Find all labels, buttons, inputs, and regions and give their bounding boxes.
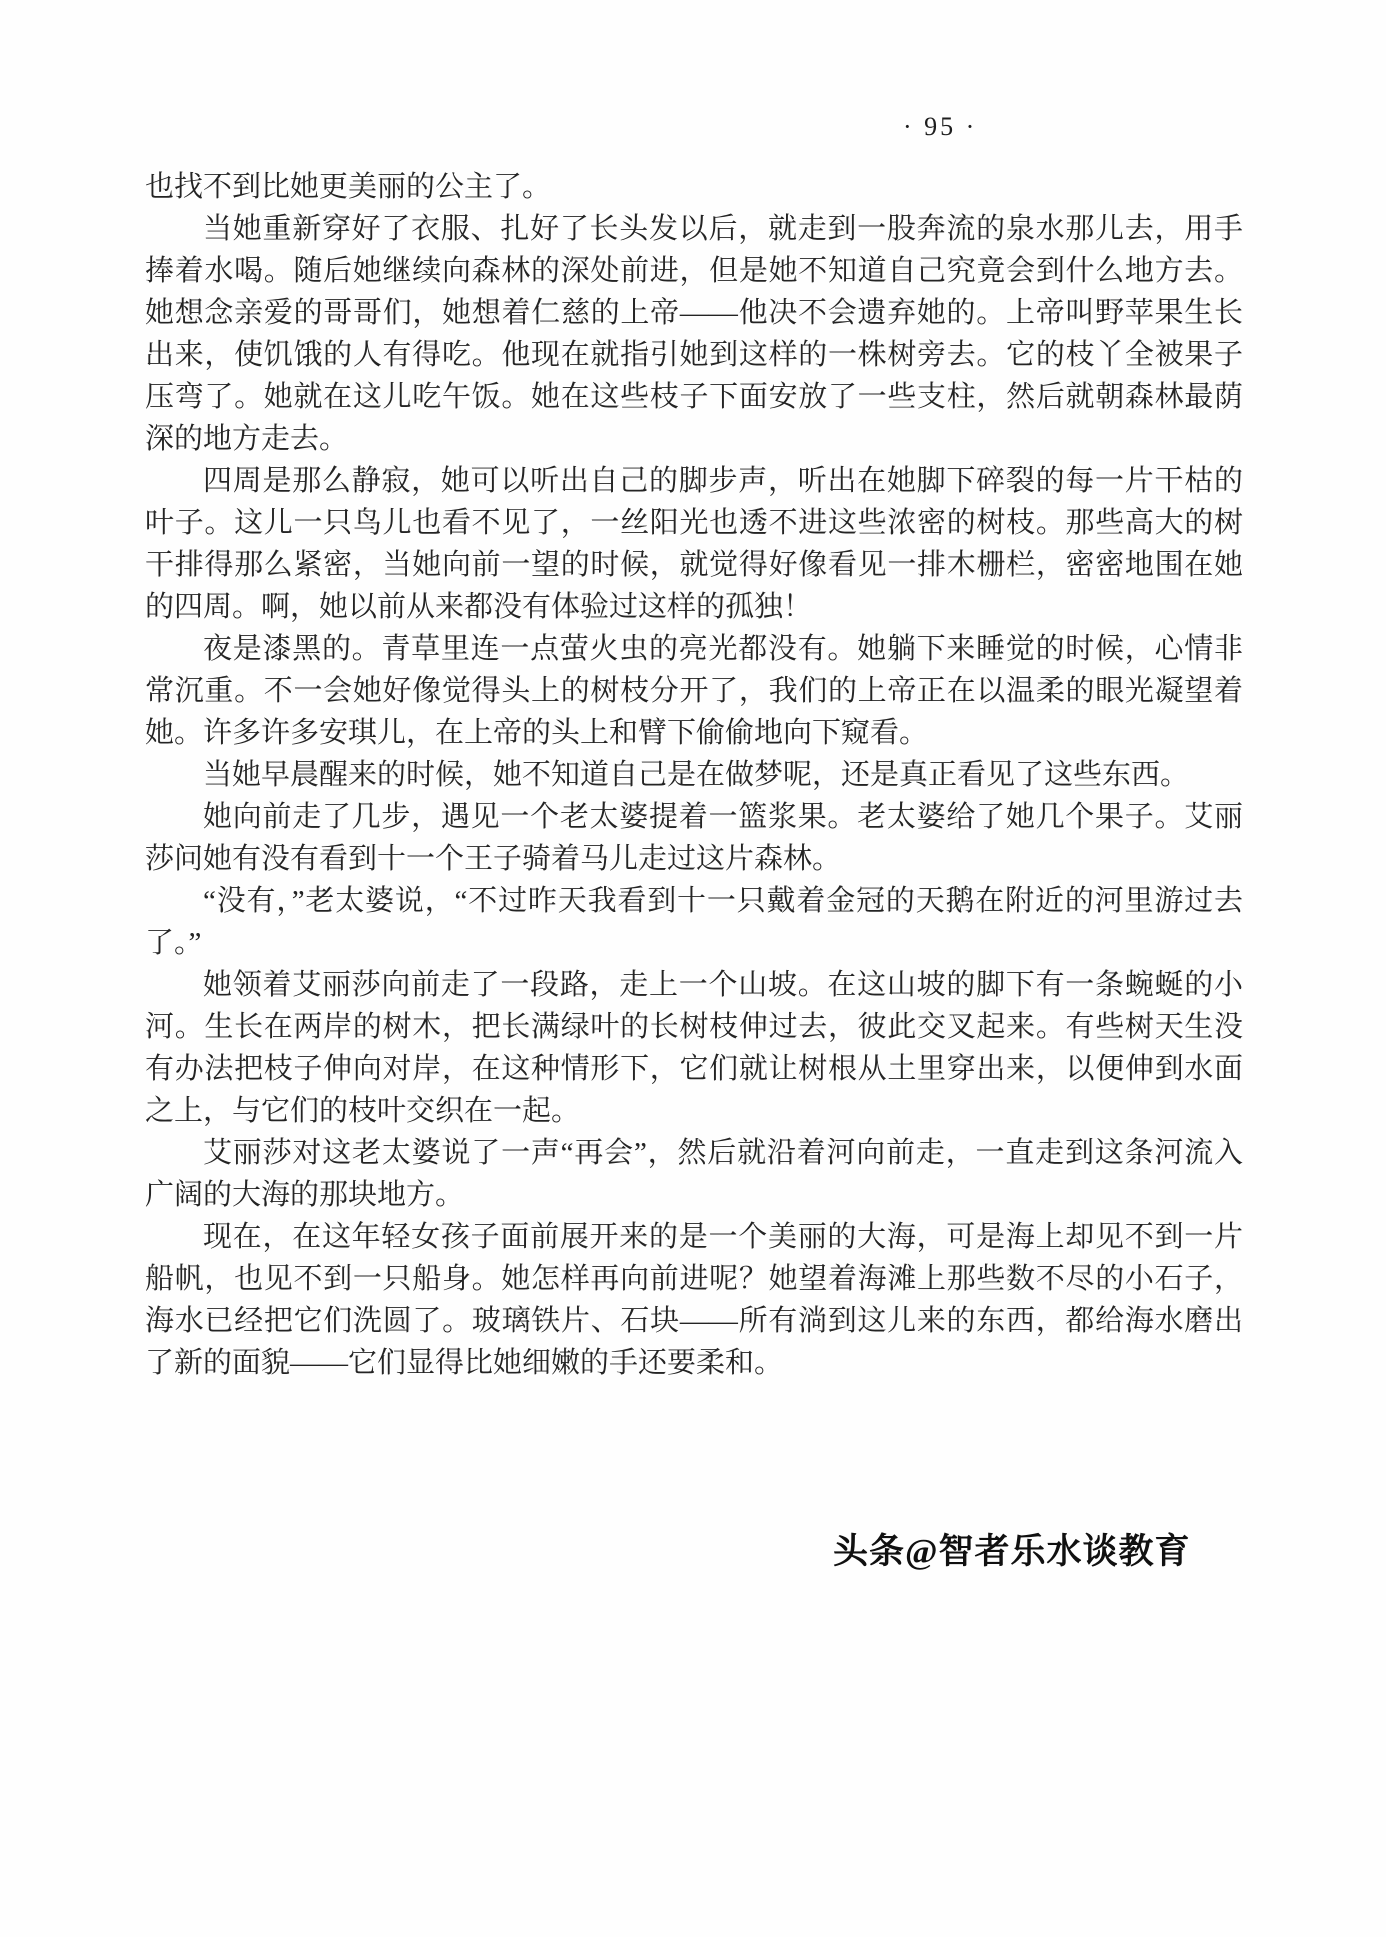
watermark: 头条@智者乐水谈教育 (833, 1532, 1191, 1571)
paragraph: 当她早晨醒来的时候，她不知道自己是在做梦呢，还是真正看见了这些东西。 (203, 759, 1190, 791)
paragraph: “没有，”老太婆说，“不过昨天我看到十一只戴着金冠的天鹅在附近的河里游过去了。” (145, 885, 1243, 959)
paragraph: 现在，在这年轻女孩子面前展开来的是一个美丽的大海，可是海上却见不到一片船帆，也见不到一只船身。她怎样再向前进呢？她望着海滩上那些数不尽的小石子，海水已经把它们洗圆了。玻璃铁片、石块——所有淌到这儿来的东西，都给海水磨出了新的面貌——它们显得比她细嫩的手还要柔和。 (145, 1221, 1243, 1379)
page-number: · 95 · (903, 112, 978, 141)
text-content (145, 166, 1243, 1384)
paragraph: 当她重新穿好了衣服、扎好了长头发以后，就走到一股奔流的泉水那儿去，用手捧着水喝。随后她继续向森林的深处前进，但是她不知道自己究竟会到什么地方去。她想念亲爱的哥哥们，她想着仁慈的上帝——他决不会遗弃她的。上帝叫野苹果生长出来，使饥饿的人有得吃。他现在就指引她到这样的一株树旁去。它的枝丫全被果子压弯了。她就在这儿吃午饭。她在这些枝子下面安放了一些支柱，然后就朝森林最荫深的地方走去。 (145, 213, 1243, 455)
paragraph: 她向前走了几步，遇见一个老太婆提着一篮浆果。老太婆给了她几个果子。艾丽莎问她有没有看到十一个王子骑着马儿走过这片森林。 (145, 801, 1243, 875)
paragraph: 夜是漆黑的。青草里连一点萤火虫的亮光都没有。她躺下来睡觉的时候，心情非常沉重。不一会她好像觉得头上的树枝分开了，我们的上帝正在以温柔的眼光凝望着她。许多许多安琪儿，在上帝的头上和臂下偷偷地向下窥看。 (145, 633, 1243, 749)
paragraph: 她领着艾丽莎向前走了一段路，走上一个山坡。在这山坡的脚下有一条蜿蜒的小河。生长在两岸的树木，把长满绿叶的长树枝伸过去，彼此交叉起来。有些树天生没有办法把枝子伸向对岸，在这种情形下，它们就让树根从土里穿出来，以便伸到水面之上，与它们的枝叶交织在一起。 (145, 969, 1243, 1127)
paragraph: 艾丽莎对这老太婆说了一声“再会”，然后就沿着河向前走，一直走到这条河流入广阔的大海的那块地方。 (145, 1137, 1243, 1211)
paragraph: 四周是那么静寂，她可以听出自己的脚步声，听出在她脚下碎裂的每一片干枯的叶子。这儿一只鸟儿也看不见了，一丝阳光也透不进这些浓密的树枝。那些高大的树干排得那么紧密，当她向前一望的时候，就觉得好像看见一排木栅栏，密密地围在她的四周。啊，她以前从来都没有体验过这样的孤独！ (145, 465, 1243, 623)
paragraph: 也找不到比她更美丽的公主了。 (145, 171, 552, 203)
